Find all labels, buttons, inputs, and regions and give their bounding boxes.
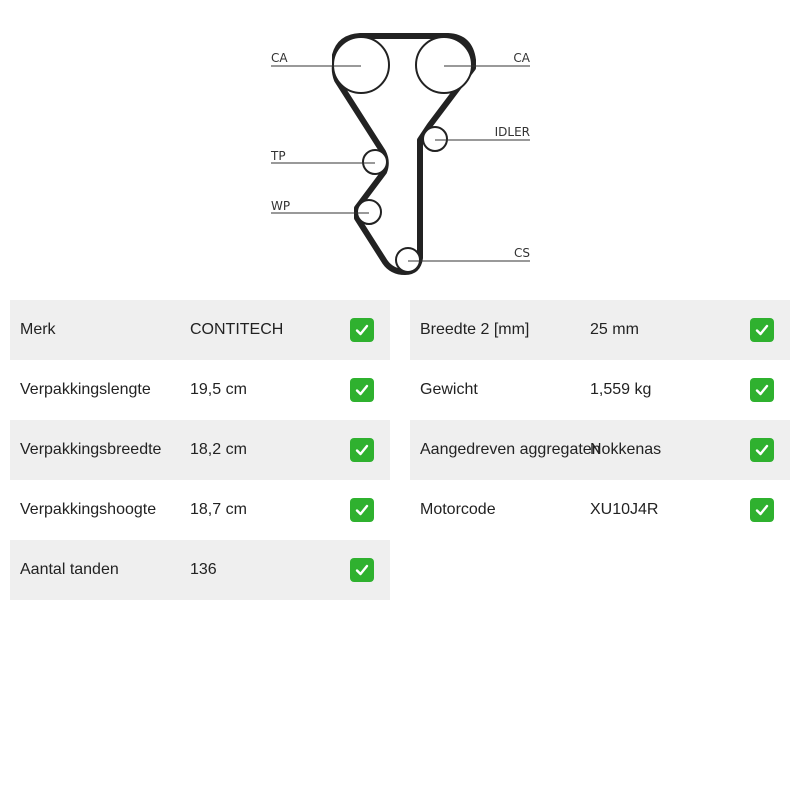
spec-value: 1,559 kg [590, 381, 652, 398]
check-icon [350, 498, 374, 522]
spec-value: 19,5 cm [190, 381, 247, 398]
spec-value: 18,7 cm [190, 501, 247, 518]
tensioner-pulley [363, 150, 387, 174]
spec-label: Merk [20, 321, 56, 338]
spec-row-aangedreven-aggregaten [410, 420, 790, 480]
spec-table-left [10, 300, 390, 600]
spec-row-verpakkingshoogte [10, 480, 390, 540]
spec-label: Motorcode [420, 501, 496, 518]
label-ca-right: CA [513, 51, 530, 65]
spec-row-verpakkingslengte [10, 360, 390, 420]
spec-label: Aantal tanden [20, 561, 119, 578]
spec-row-breedte [410, 300, 790, 360]
spec-row-aantal-tanden [10, 540, 390, 600]
spec-label: Verpakkingslengte [20, 381, 151, 398]
spec-row-merk [10, 300, 390, 360]
check-icon [350, 558, 374, 582]
spec-row-motorcode [410, 480, 790, 540]
spec-label: Aangedreven aggregaten [420, 441, 601, 458]
spec-label: Verpakkingshoogte [20, 501, 157, 518]
check-icon [750, 438, 774, 462]
spec-value: XU10J4R [590, 501, 659, 518]
check-icon [350, 438, 374, 462]
camshaft-pulley-left [333, 37, 389, 93]
spec-label: Verpakkingsbreedte [20, 441, 162, 458]
label-ca-left: CA [271, 51, 288, 65]
water-pump-pulley [357, 200, 381, 224]
spec-value: CONTITECH [190, 321, 284, 338]
spec-row-gewicht [410, 360, 790, 420]
crankshaft-pulley [396, 248, 420, 272]
label-tp: TP [271, 149, 286, 163]
check-icon [750, 498, 774, 522]
spec-value: 18,2 cm [190, 441, 247, 458]
spec-label: Gewicht [420, 381, 478, 398]
timing-belt-diagram [0, 0, 800, 290]
check-icon [750, 378, 774, 402]
camshaft-pulley-right [416, 37, 472, 93]
label-cs: CS [514, 246, 530, 260]
label-idler: IDLER [494, 125, 530, 139]
spec-value: 136 [190, 561, 217, 578]
idler-pulley [423, 127, 447, 151]
spec-row-verpakkingsbreedte [10, 420, 390, 480]
spec-label: Breedte 2 [mm] [420, 321, 530, 338]
check-icon [750, 318, 774, 342]
spec-value: Nokkenas [590, 441, 662, 458]
spec-table-right [410, 300, 790, 540]
label-wp: WP [271, 199, 291, 213]
spec-value: 25 mm [590, 321, 639, 338]
check-icon [350, 318, 374, 342]
check-icon [350, 378, 374, 402]
